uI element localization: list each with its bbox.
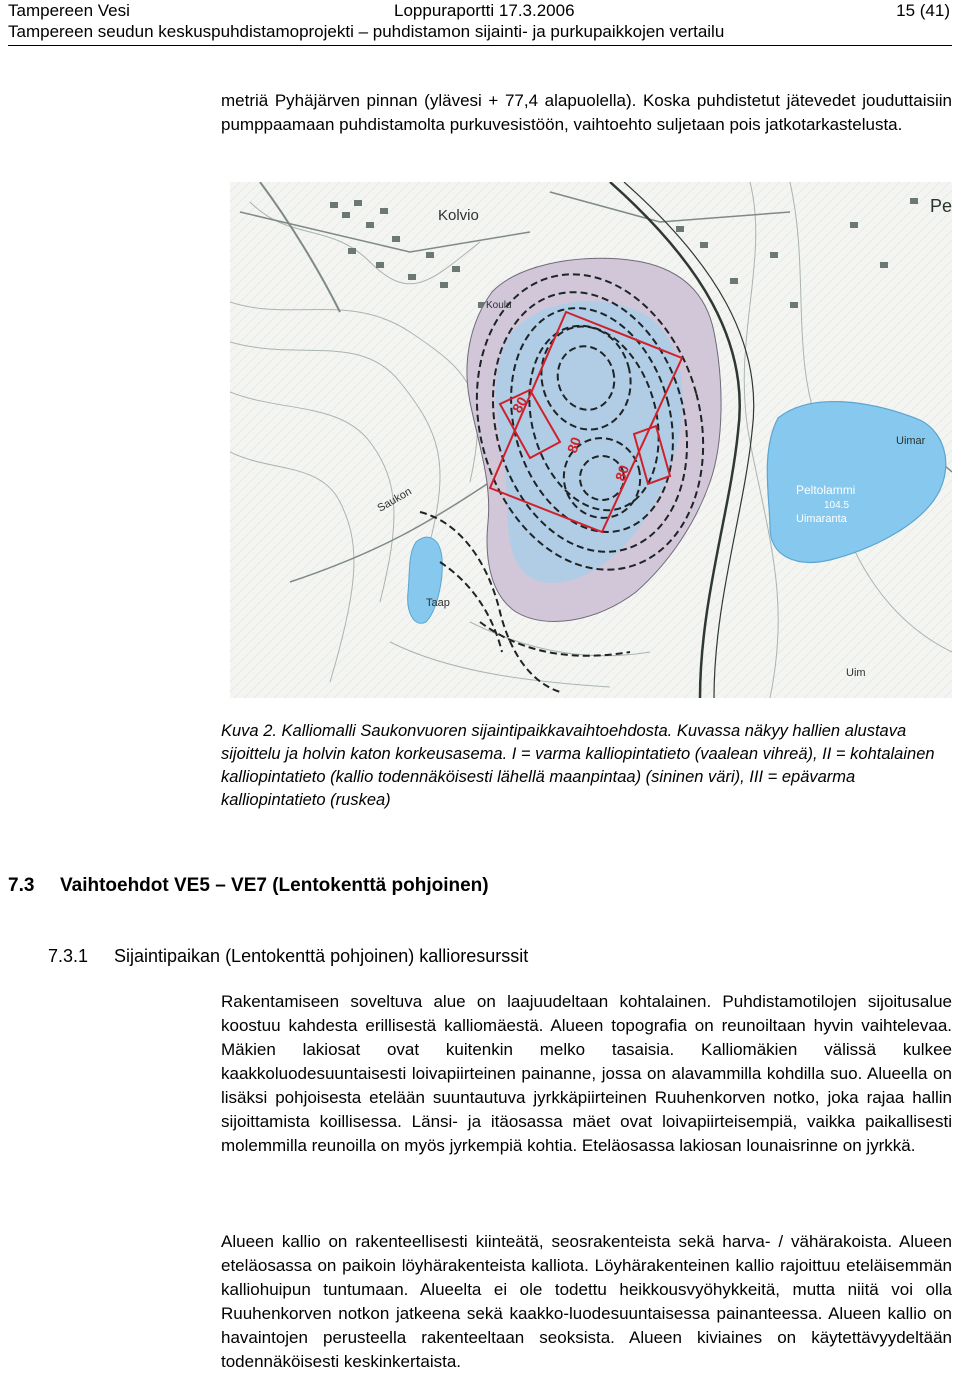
header-page-number: 15 (41): [896, 1, 950, 20]
section-heading: [8, 875, 489, 897]
svg-text:80: 80: [508, 394, 531, 416]
body-paragraph: Rakentamiseen soveltuva alue on laajuudeltaan kohtalainen. Puhdistamotilojen sijoitusalue koostuu kahdesta erillisestä kalliomäestä. Alueen topografia on reunoiltaan hyvin vaihtelevaa. Mäkien lakiosat ovat kuitenkin melko tasaisia. Kalliomäkien välissä kulkee kaakkoluodesuuntaisesti loivapiirteinen painanne, jossa on alavammilla kohdilla suo. Alueella on lisäksi pohjoisesta etelään suuntautuva jyrkkäpiirteinen Ruuhenkorven notko, joka rajaa hallin sijoittamista koillisessa. Länsi- ja itäosassa mäet ovat loivapiirteisempiä, vaikka paikallisesti molemmilla reunoilla on myös jyrkempiä kohtia. Eteläosassa lakiosan lounaisrinne on jyrkkä.: [221, 992, 952, 1155]
map-label-road: Saukon: [375, 485, 414, 515]
header-project-title: Tampereen seudun keskuspuhdistamoprojekti – puhdistamon sijainti- ja purkupaikkojen vertailu: [8, 22, 725, 41]
header-report-title: Loppuraportti 17.3.2006: [394, 1, 575, 20]
subsection-heading: [48, 946, 528, 967]
map-label-lake: Peltolammi: [796, 483, 856, 497]
svg-text:80: 80: [563, 434, 585, 456]
map-label-school: Koulu: [486, 300, 512, 311]
subsection-number: 7.3.1: [48, 946, 89, 966]
bedrock-model-map: [230, 182, 952, 698]
section-number: 7.3: [8, 875, 35, 896]
page-header: [8, 0, 952, 42]
header-divider: [8, 45, 952, 46]
map-label-lake-level: 104.5: [824, 500, 850, 511]
map-label-pe: Pe: [930, 196, 952, 216]
subsection-title: Sijaintipaikan (Lentokenttä pohjoinen) kallioresurssit: [114, 946, 529, 966]
figure-caption: Kuva 2. Kalliomalli Saukonvuoren sijaintipaikkavaihtoehdosta. Kuvassa näkyy hallien alustava sijoittelu ja holvin katon korkeusasema. I = varma kalliopintatieto (vaalean vihreä), II = kohtalainen kalliopintatieto (kallio todennäköisesti lähellä maanpintaa) (sininen väri), III = epävarma kalliopintatieto (ruskea): [221, 722, 935, 809]
body-paragraph: Alueen kallio on rakenteellisesti kiinteätä, seosrakenteista sekä harva- / vähärakoista. Alueen eteläosassa on paikoin löyhärakenteista kalliota. Löyhärakenteinen kallio rajoittuu eteläisemmän kalliohuipun tuntumaan. Alueelta ei ole todettu heikkousvyöhykkeitä, mutta niitä voi olla Ruuhenkorven notkon jatkeena sekä kaakko-luodesuuntaisessa painanteessa. Alueen kallio on havaintojen perusteella rakenteeltaan seoksista. Alueen kiviaines on käytettävyydeltään todennäköisesti keskinkertaista.: [221, 1232, 952, 1371]
map-label-kolvio: Kolvio: [438, 207, 479, 224]
map-label-south: Uim: [846, 667, 866, 679]
map-label-southwest: Taap: [426, 597, 450, 609]
section-title: Vaihtoehdot VE5 – VE7 (Lentokenttä pohjoinen): [60, 875, 489, 896]
intro-paragraph: metriä Pyhäjärven pinnan (ylävesi + 77,4 alapuolella). Koska puhdistetut jätevedet jouduttaisiin pumppaamaan puhdistamolta purkuvesistöön, vaihtoehto suljetaan pois jatkotarkastelusta.: [221, 91, 952, 134]
header-organization: Tampereen Vesi: [8, 1, 130, 20]
map-label-beach: Uimaranta: [796, 513, 847, 525]
svg-text:80: 80: [611, 462, 633, 484]
map-label-east: Uimar: [896, 435, 926, 447]
